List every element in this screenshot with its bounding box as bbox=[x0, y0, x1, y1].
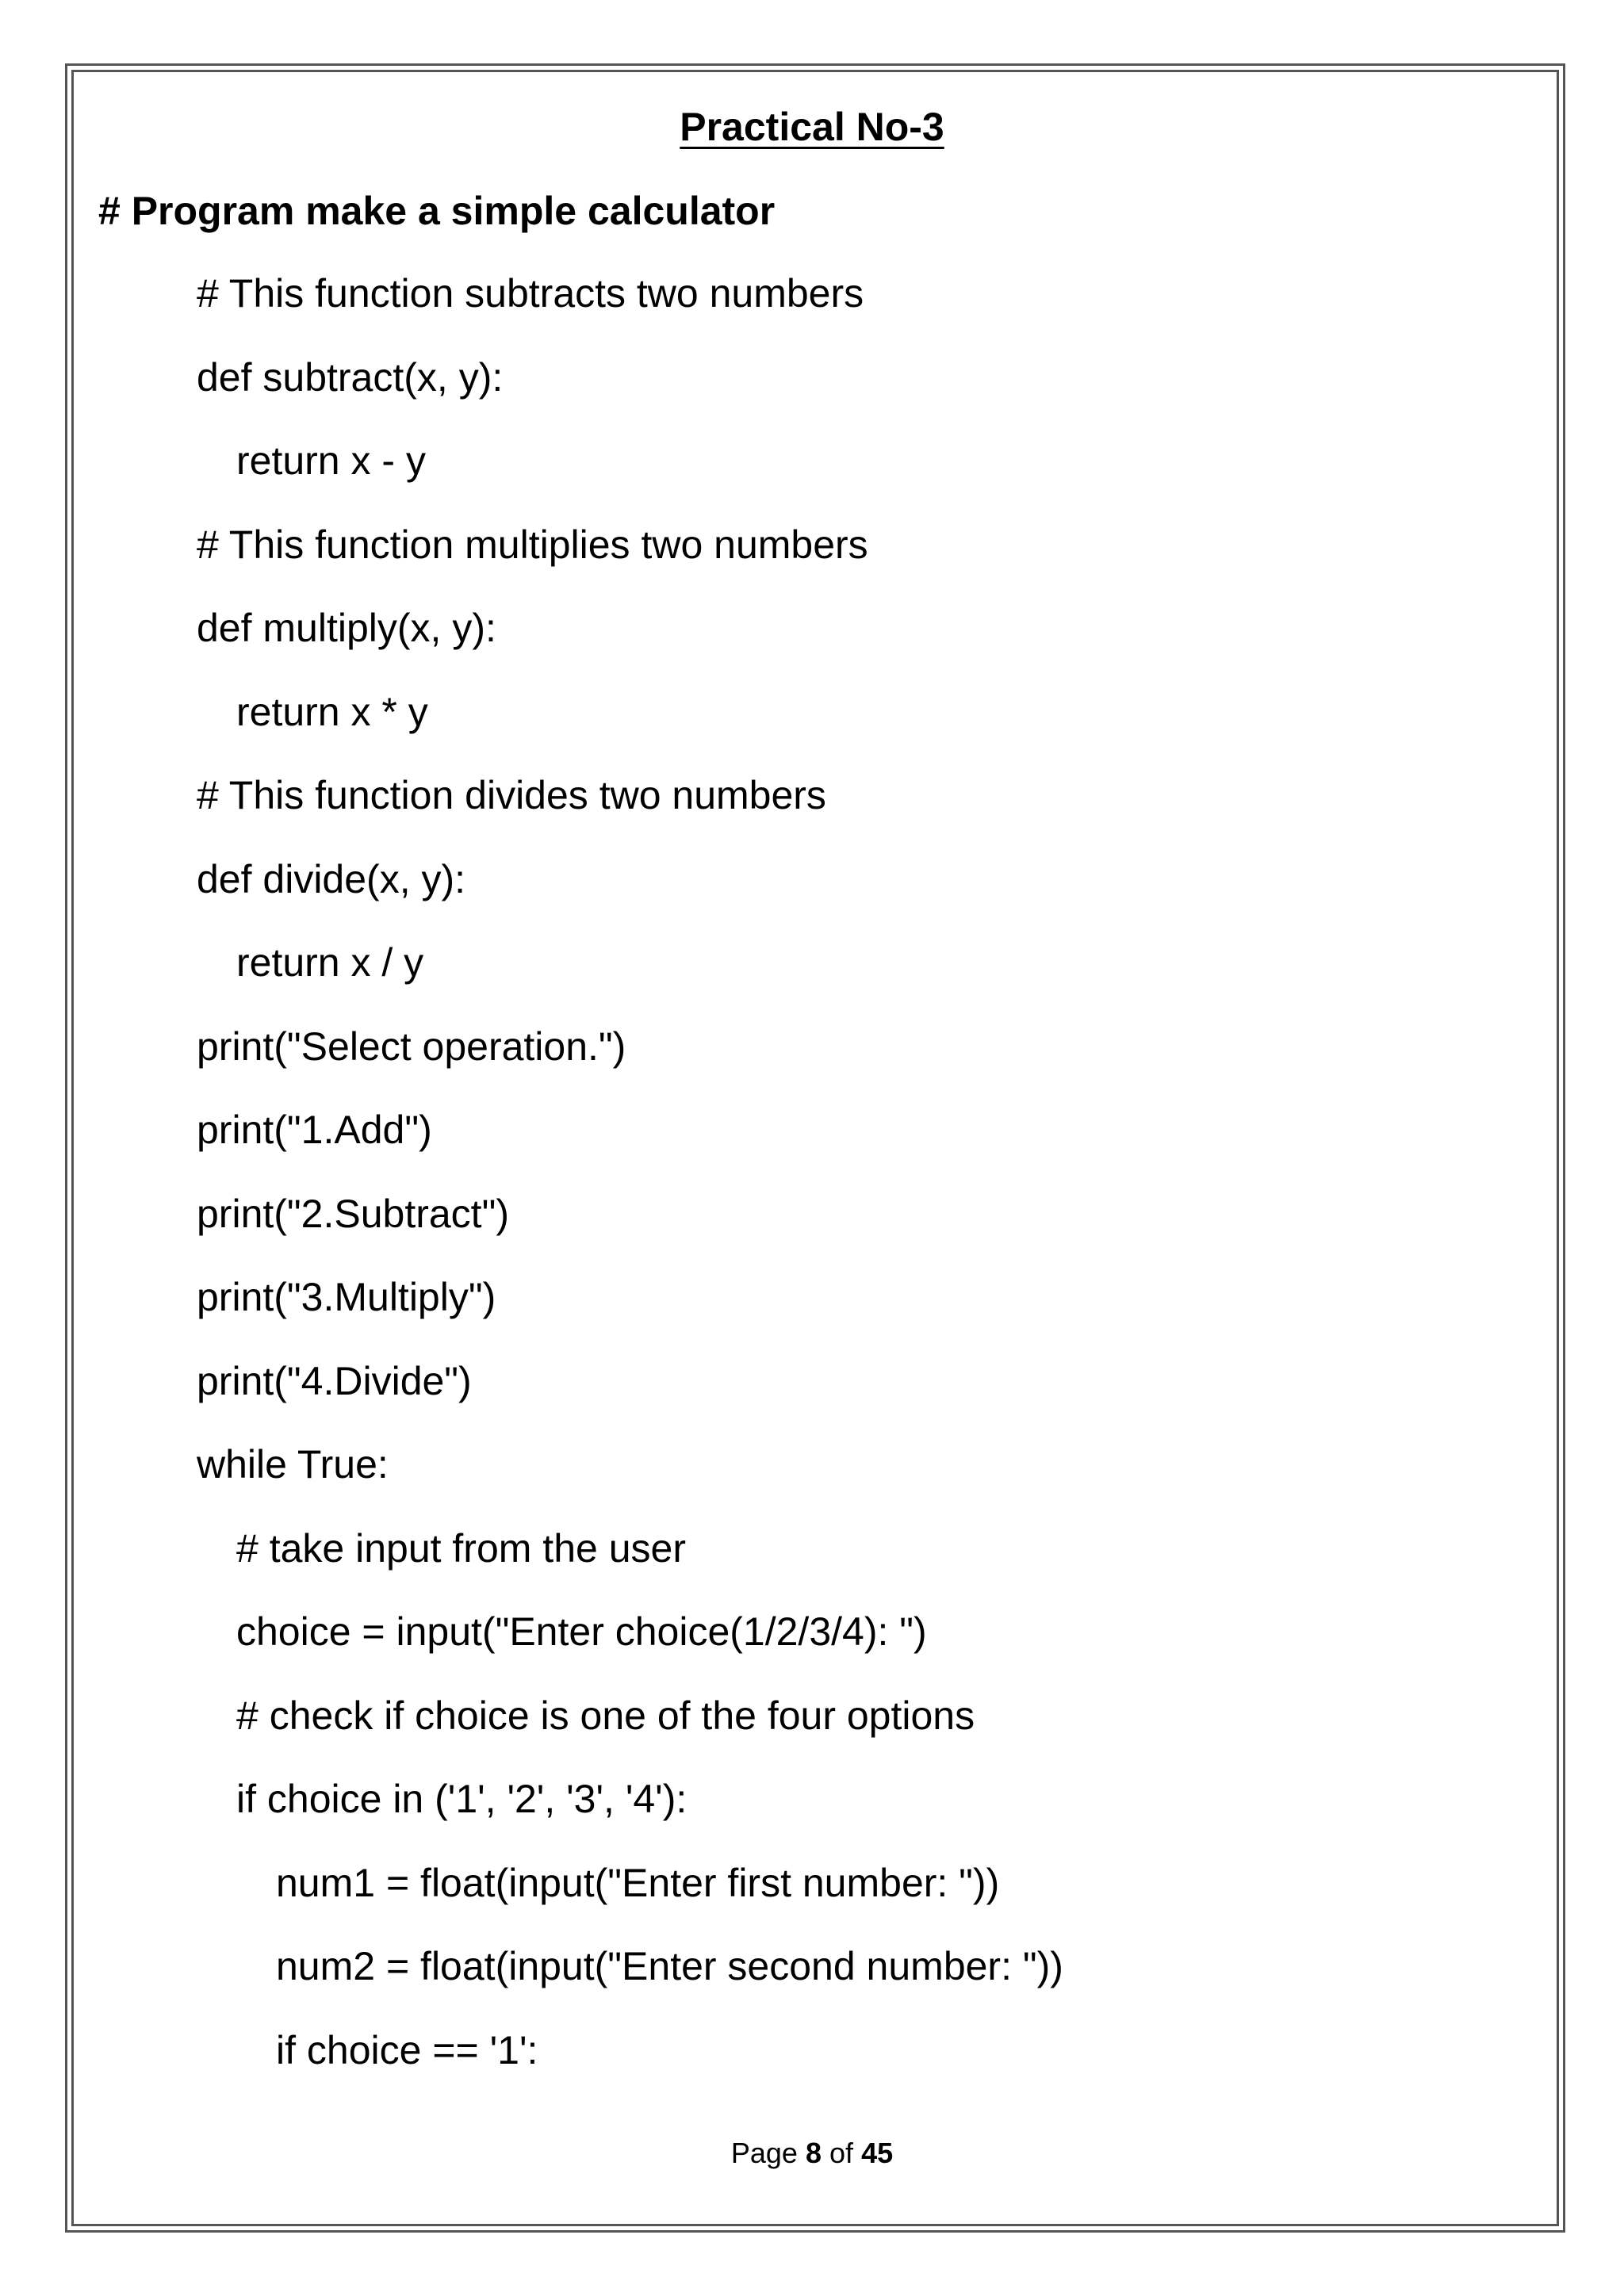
code-line: def subtract(x, y): bbox=[197, 354, 504, 400]
code-line: # This function divides two numbers bbox=[197, 773, 826, 817]
code-line: while True: bbox=[197, 1442, 389, 1487]
footer-page-label: Page bbox=[730, 2137, 798, 2169]
code-line: # This function subtracts two numbers bbox=[197, 271, 864, 316]
code-line: # take input from the user bbox=[236, 1525, 686, 1571]
code-line: # This function multiplies two numbers bbox=[197, 522, 868, 567]
code-line: num1 = float(input("Enter first number: ")) bbox=[276, 1860, 1000, 1905]
code-line: print("4.Divide") bbox=[197, 1358, 472, 1403]
code-line: choice = input("Enter choice(1/2/3/4): ") bbox=[236, 1609, 927, 1654]
footer-total-pages: 45 bbox=[861, 2137, 894, 2169]
code-line: print("3.Multiply") bbox=[197, 1275, 496, 1319]
code-line: if choice in ('1', '2', '3', '4'): bbox=[236, 1777, 688, 1821]
code-line: def divide(x, y): bbox=[197, 856, 466, 901]
footer-of-label: of bbox=[829, 2137, 854, 2169]
page-footer bbox=[0, 2134, 1624, 2172]
footer-page-number: 8 bbox=[805, 2137, 822, 2169]
code-line: print("2.Subtract") bbox=[197, 1191, 509, 1236]
code-line: print("1.Add") bbox=[197, 1108, 432, 1152]
code-line: return x / y bbox=[236, 940, 424, 985]
code-line: return x * y bbox=[236, 689, 428, 734]
code-line: # check if choice is one of the four options bbox=[236, 1693, 975, 1738]
page-title: Practical No-3 bbox=[680, 105, 944, 149]
program-heading: # Program make a simple calculator bbox=[98, 189, 776, 233]
code-line: print("Select operation.") bbox=[197, 1024, 626, 1069]
code-line: num2 = float(input("Enter second number: ")) bbox=[276, 1944, 1063, 1988]
code-line: if choice == '1': bbox=[276, 2027, 538, 2072]
code-line: return x - y bbox=[236, 438, 426, 483]
code-line: def multiply(x, y): bbox=[197, 606, 496, 650]
